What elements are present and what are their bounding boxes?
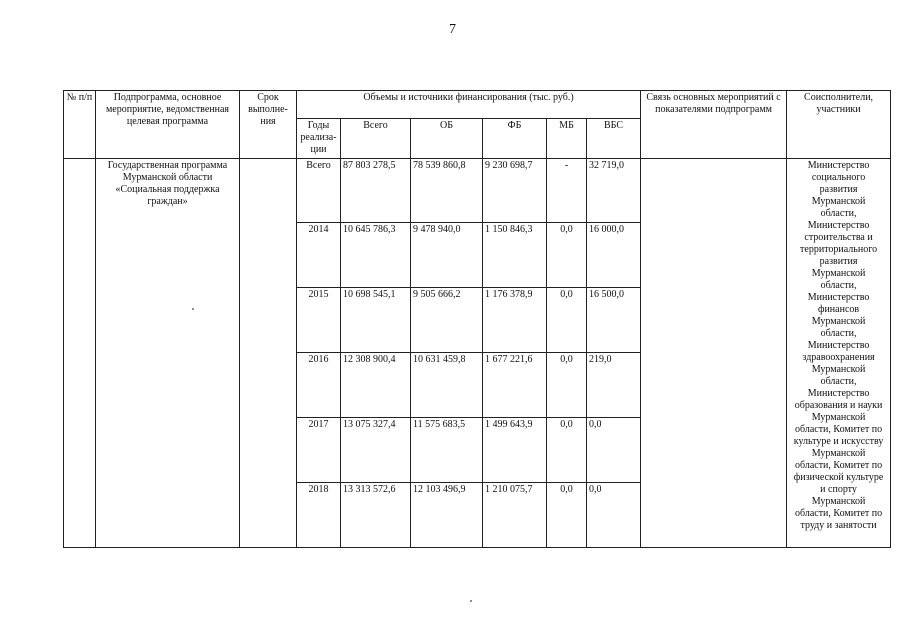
copartner-line: Мурманской — [811, 268, 866, 279]
year-cell: 2014 — [297, 223, 341, 288]
program-link — [641, 159, 787, 548]
copartner-line: области, Комитет по — [794, 460, 883, 471]
copartner-line: здравоохранения — [802, 352, 875, 363]
copartner-line: Министерство — [807, 388, 870, 399]
total-cell: 10 645 786,3 — [341, 223, 411, 288]
vbs-cell: 0,0 — [587, 483, 641, 548]
total-cell: 13 313 572,6 — [341, 483, 411, 548]
year-cell: 2018 — [297, 483, 341, 548]
copartner-line: развития — [819, 256, 858, 267]
vbs-cell: 219,0 — [587, 353, 641, 418]
copartner-line: социального — [811, 172, 866, 183]
copartner-line: Мурманской — [811, 196, 866, 207]
copartner-line: области, — [820, 328, 857, 339]
fb-cell: 1 150 846,3 — [483, 223, 547, 288]
copartner-line: труду и занятости — [800, 520, 877, 531]
copartner-line: Мурманской — [811, 364, 866, 375]
year-cell: 2015 — [297, 288, 341, 353]
table-row — [64, 159, 891, 223]
program-num — [64, 159, 96, 548]
program-name: Государственная программа Мурманской области «Социальная поддержка граждан» — [96, 159, 240, 548]
vbs-cell: 0,0 — [587, 418, 641, 483]
copartner-line: физической культуре — [793, 472, 884, 483]
header-num: № п/п — [64, 91, 96, 159]
mb-cell: 0,0 — [547, 418, 587, 483]
mb-cell: 0,0 — [547, 223, 587, 288]
copartner-line: строительства и — [804, 232, 873, 243]
header-link: Связь основных мероприятий с показателями подпрограмм — [641, 91, 787, 159]
fb-cell: 1 677 221,6 — [483, 353, 547, 418]
scan-speck — [470, 600, 472, 602]
header-mb: МБ — [547, 119, 587, 159]
copartner-line: области, Комитет по — [794, 424, 883, 435]
copartner-line: культуре и искусству — [793, 436, 884, 447]
copartner-line: Мурманской — [811, 412, 866, 423]
header-total: Всего — [341, 119, 411, 159]
financing-table — [63, 90, 891, 548]
copartner-line: области, — [820, 280, 857, 291]
year-cell: 2017 — [297, 418, 341, 483]
header-fb: ФБ — [483, 119, 547, 159]
total-cell: 12 308 900,4 — [341, 353, 411, 418]
header-program: Подпрограмма, основное мероприятие, ведомственная целевая программа — [96, 91, 240, 159]
fb-cell: 9 230 698,7 — [483, 159, 547, 223]
program-term — [240, 159, 297, 548]
copartner-line: Министерство — [807, 340, 870, 351]
copartner-line: Мурманской — [811, 316, 866, 327]
header-vbs: ВБС — [587, 119, 641, 159]
ob-cell: 10 631 459,8 — [411, 353, 483, 418]
copartner-line: области, Комитет по — [794, 508, 883, 519]
vbs-cell: 32 719,0 — [587, 159, 641, 223]
copartners-cell — [787, 159, 891, 548]
year-cell: 2016 — [297, 353, 341, 418]
ob-cell: 12 103 496,9 — [411, 483, 483, 548]
copartner-line: образования и науки — [794, 400, 883, 411]
copartner-line: территориального — [800, 244, 878, 255]
copartner-line: финансов — [817, 304, 860, 315]
page-number: 7 — [449, 22, 456, 37]
copartner-line: Мурманской — [811, 448, 866, 459]
copartner-line: области, — [820, 208, 857, 219]
copartner-line: развития — [819, 184, 858, 195]
ob-cell: 9 478 940,0 — [411, 223, 483, 288]
total-cell: 13 075 327,4 — [341, 418, 411, 483]
mb-cell: 0,0 — [547, 483, 587, 548]
mb-cell: - — [547, 159, 587, 223]
total-cell: 10 698 545,1 — [341, 288, 411, 353]
header-copartners: Соисполнители, участники — [787, 91, 891, 159]
vbs-cell: 16 000,0 — [587, 223, 641, 288]
copartner-line: и спорту — [820, 484, 857, 495]
copartner-line: Министерство — [807, 292, 870, 303]
fb-cell: 1 176 378,9 — [483, 288, 547, 353]
fb-cell: 1 210 075,7 — [483, 483, 547, 548]
header-years: Годы реализа-ции — [297, 119, 341, 159]
header-ob: ОБ — [411, 119, 483, 159]
total-cell: 87 803 278,5 — [341, 159, 411, 223]
mb-cell: 0,0 — [547, 288, 587, 353]
vbs-cell: 16 500,0 — [587, 288, 641, 353]
fb-cell: 1 499 643,9 — [483, 418, 547, 483]
header-term: Срок выполне-ния — [240, 91, 297, 159]
copartner-line: Министерство — [807, 160, 870, 171]
header-funding-group: Объемы и источники финансирования (тыс. руб.) — [297, 91, 641, 119]
copartner-line: Министерство — [807, 220, 870, 231]
copartner-line: Мурманской — [811, 496, 866, 507]
scan-speck — [192, 308, 194, 310]
mb-cell: 0,0 — [547, 353, 587, 418]
year-cell: Всего — [297, 159, 341, 223]
ob-cell: 78 539 860,8 — [411, 159, 483, 223]
copartner-line: области, — [820, 376, 857, 387]
ob-cell: 9 505 666,2 — [411, 288, 483, 353]
ob-cell: 11 575 683,5 — [411, 418, 483, 483]
